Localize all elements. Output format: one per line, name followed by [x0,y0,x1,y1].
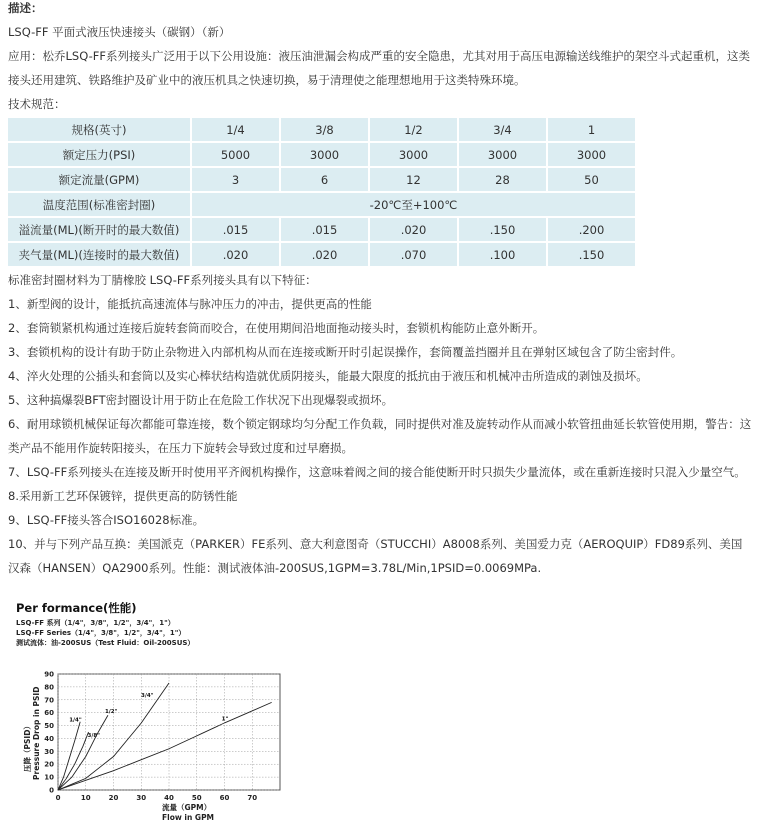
spec-cell: .150 [548,243,635,266]
table-row [8,143,635,166]
y-axis-label: Pressure Drop in PSID [32,686,41,780]
spec-cell: .200 [548,218,635,241]
feature-item: 1、新型阀的设计，能抵抗高速流体与脉冲压力的冲击，提供更高的性能 [8,297,372,311]
spec-cell: 3 [192,168,279,191]
x-tick-label: 20 [108,794,119,802]
spec-cell: 3/4 [459,118,546,141]
spec-cell: .020 [281,243,368,266]
series-label: 1/2" [104,709,118,716]
spec-cell: 温度范围(标准密封圈) [8,193,190,216]
feature-item: 4、淬火处理的公插头和套筒以及实心棒状结构造就优质阴接头，能最大限度的抵抗由于液压和机械冲击所造成的剥蚀及损坏。 [8,369,648,383]
y-axis-label-cn: 压降（PSID） [23,722,32,772]
x-tick-label: 60 [219,794,230,802]
chart-subtitle: LSQ-FF Series（1/4"，3/8"，1/2"，3/4"，1"） [16,629,186,637]
x-tick-label: 70 [247,794,258,802]
x-tick-label: 10 [80,794,91,802]
x-axis-label-cn: 流量（GPM） [162,803,212,812]
series-line [58,702,272,790]
y-tick-label: 0 [49,786,54,795]
series-label: 3/8" [87,733,101,739]
y-tick-label: 90 [44,670,54,679]
y-tick-label: 60 [44,709,54,718]
feature-item: 8.采用新工艺环保镀锌，提供更高的防锈性能 [8,489,238,503]
spec-cell: 规格(英寸) [8,118,190,141]
spec-cell: 50 [548,168,635,191]
chart-series [58,683,272,790]
feature-item: 9、LSQ-FF接头答合ISO16028标准。 [8,513,205,527]
chart-grid [58,674,280,790]
chart-subtitle: LSQ-FF 系列（1/4"，3/8"，1/2"，3/4"，1"） [16,619,175,627]
spec-cell: 额定流量(GPM) [8,168,190,191]
series-line [58,715,108,790]
series-label: 1/4" [69,717,82,724]
y-tick-label: 30 [44,747,54,756]
x-axis-label: Flow in GPM [162,813,215,822]
spec-cell: 6 [281,168,368,191]
series-label: 1" [221,716,229,723]
y-tick-label: 50 [44,722,54,731]
table-row [8,218,635,241]
performance-chart [12,600,312,825]
y-tick-label: 20 [44,760,54,769]
table-row [8,168,635,191]
spec-cell: .020 [370,218,457,241]
spec-header-row [8,118,635,141]
spec-cell: .100 [459,243,546,266]
x-tick-label: 40 [164,794,174,802]
feature-item: 7、LSQ-FF系列接头在连接及断开时使用平齐阀机构操作，这意味着阀之间的接合能使断开时只损失少量流体，或在重新连接时只混入少量空气。 [8,465,746,479]
feature-item: 2、套筒锁紧机构通过连接后旋转套筒而咬合，在使用期间沿地面拖动接头时，套锁机构能防止意外断开。 [8,321,545,335]
feature-item: 3、套锁机构的设计有助于防止杂物进入内部机构从而在连接或断开时引起误操作，套筒覆盖挡圈并且在弹射区域包含了防尘密封件。 [8,345,683,359]
document-body [8,0,753,580]
spec-title: 技术规范： [8,97,66,111]
spec-cell: .015 [192,218,279,241]
description-title: 描述： [8,1,43,15]
spec-cell: 12 [370,168,457,191]
spec-cell: 1/4 [192,118,279,141]
spec-cell: .070 [370,243,457,266]
spec-cell: 3000 [370,143,457,166]
feature-item: 10、并与下列产品互换：美国派克（PARKER）FE系列、意大利意图奇（STUCCHI）A8008系列、美国爱力克（AEROQUIP）FD89系列、美国汉森（HANSEN）QA2900系列。性能：测试液体油-200SUS,1GPM=3.78L/Min,1PSID=0.0069MPa. [8,537,743,575]
spec-cell: .150 [459,218,546,241]
y-tick-label: 40 [44,734,54,743]
spec-cell: 28 [459,168,546,191]
y-tick-label: 80 [44,683,54,692]
spec-cell: 3000 [281,143,368,166]
series-label: 3/4" [141,693,154,700]
spec-cell: 3/8 [281,118,368,141]
x-tick-label: 30 [136,794,147,802]
spec-cell: 额定压力(PSI) [8,143,190,166]
y-tick-label: 70 [44,696,54,705]
spec-cell-merged: -20℃至+100℃ [192,193,635,216]
spec-cell: 1/2 [370,118,457,141]
spec-cell: .015 [281,218,368,241]
product-name: LSQ-FF 平面式液压快速接头（碳钢）（新） [8,25,231,39]
x-tick-label: 50 [191,794,202,802]
feature-item: 6、耐用球锁机械保证每次都能可靠连接，数个锁定钢球均匀分配工作负载，同时提供对准及旋转动作从而减小软管扭曲延长软管使用期，警告：这类产品不能用作旋转阳接头，在压力下旋转会导致过度和过早磨损。 [8,417,752,455]
spec-cell: 溢流量(ML)(断开时的最大数值) [8,218,190,241]
spec-cell: 5000 [192,143,279,166]
chart-title: Per formance(性能) [16,601,137,615]
feature-item: 5、这种搞爆裂BFT密封圈设计用于防止在危险工作状况下出现爆裂或损坏。 [8,393,394,407]
table-row [8,193,635,216]
spec-cell: .020 [192,243,279,266]
chart-subtitle: 测试流体：油-200SUS（Test Fluid：Oil-200SUS） [16,639,195,647]
spec-cell: 3000 [459,143,546,166]
spec-cell: 1 [548,118,635,141]
application-paragraph: 应用：松乔LSQ-FF系列接头广泛用于以下公用设施：液压油泄漏会构成严重的安全隐患，尤其对用于高压电源输送线维护的架空斗式起重机，这类接头还用建筑、铁路维护及矿业中的液压机具之快速切换，易于清理使之能理想地用于这类特殊环境。 [8,49,750,87]
spec-table [6,116,637,268]
performance-chart-svg [12,600,312,825]
table-row [8,243,635,266]
x-tick-label: 0 [55,794,61,802]
spec-cell: 夹气量(ML)(连接时的最大数值) [8,243,190,266]
y-tick-label: 10 [44,773,54,782]
spec-cell: 3000 [548,143,635,166]
features-intro: 标准密封圈材料为丁腈橡胶 LSQ-FF系列接头具有以下特征： [8,273,317,287]
